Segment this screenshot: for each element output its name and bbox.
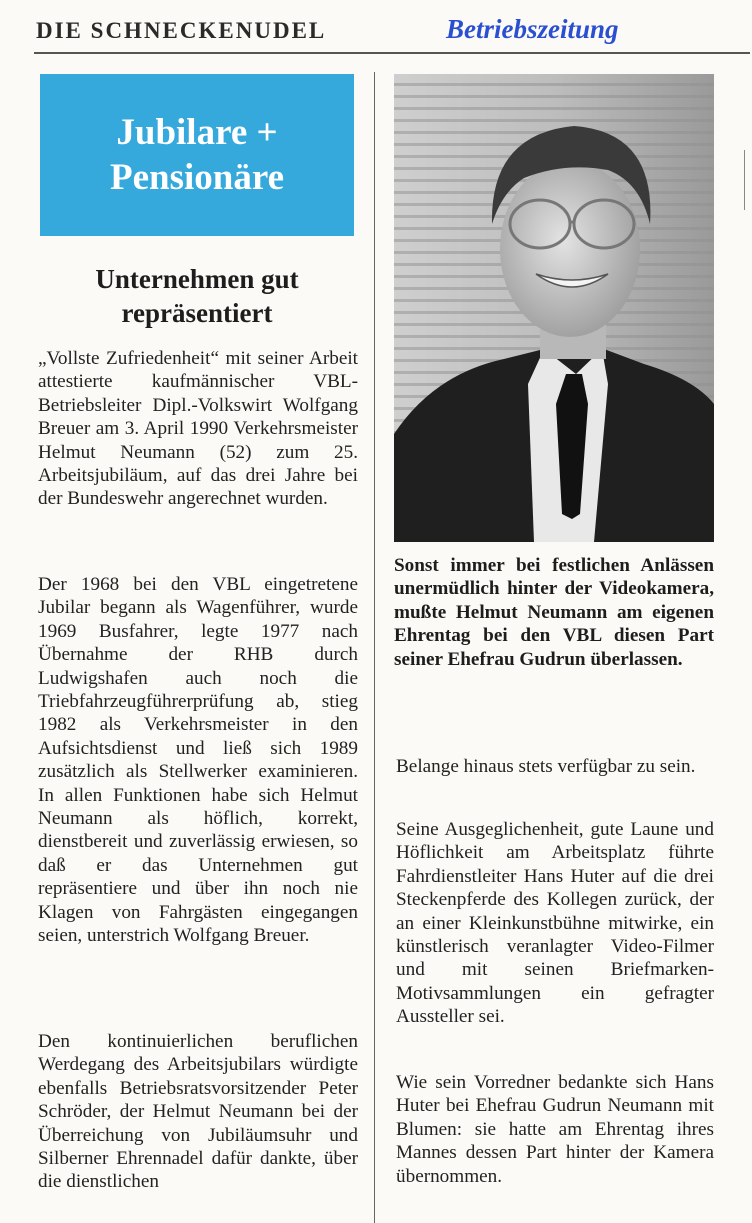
publication-tag: Betriebszeitung xyxy=(446,14,619,44)
header-rule xyxy=(34,52,750,54)
article-paragraph-6: Wie sein Vorredner bedankte sich Hans Huter bei Ehefrau Gudrun Neumann mit Blumen: sie hatte am Ehrentag ihres Mannes dessen Part hinter der Kamera übernommen. xyxy=(396,1072,714,1187)
article-paragraph-3: Den kontinuierlichen beruflichen Werdegang des Arbeitsjubilars würdigte ebenfalls Betriebsratsvorsitzender Peter Schröder, der Helmut Neumann bei der Überreichung von Jubiläumsuhr und Silberner Ehrennadel dafür dankte, über die dienstlichen xyxy=(38,1031,358,1193)
edge-divider xyxy=(744,150,745,210)
article-paragraph-1: „Vollste Zufriedenheit“ mit seiner Arbeit attestierte kaufmännischer VBL-Betriebsleiter Dipl.-Volkswirt Wolfgang Breuer am 3. April 1990 Verkehrsmeister Helmut Neumann (52) zum 25. Arbeitsjubiläum, auf das drei Jahre bei der Bundeswehr angerechnet wurden. xyxy=(38,348,358,510)
article-paragraph-4: Belange hinaus stets verfügbar zu sein. xyxy=(396,756,696,777)
section-heading-box xyxy=(40,74,354,236)
portrait-illustration xyxy=(394,74,714,542)
article-paragraph-2: Der 1968 bei den VBL eingetretene Jubilar begann als Wagenführer, wurde 1969 Busfahrer, legte 1977 nach Übernahme der RHB durch Ludwigshafen auch noch die Triebfahrzeugführerprüfung ab, stieg 1982 als Verkehrsmeister in den Aufsichtsdienst und ließ sich 1989 zusätzlich als Stellwerker examinieren. In allen Funktionen habe sich Helmut Neumann als höflich, korrekt, dienstbereit und zuverlässig erwiesen, so daß er das Unternehmen gut repräsentiere und über ihn noch nie Klagen von Fahrgästen eingegangen seien, unterstrich Wolfgang Breuer. xyxy=(38,574,358,947)
article-headline: Unternehmen gut repräsentiert xyxy=(95,264,299,328)
section-heading-line-1: Jubilare + xyxy=(116,112,278,153)
photo-caption: Sonst immer bei festlichen Anlässen unermüdlich hinter der Videokamera, mußte Helmut Neumann am eigenen Ehrentag bei den VBL diesen Part seiner Ehefrau Gudrun überlassen. xyxy=(394,555,714,670)
section-heading-line-2: Pensionäre xyxy=(109,157,285,198)
portrait-photo xyxy=(394,74,714,542)
column-divider xyxy=(374,72,375,1223)
section-heading xyxy=(110,110,284,200)
article-paragraph-5: Seine Ausgeglichenheit, gute Laune und Höflichkeit am Arbeitsplatz führte Fahrdienstleiter Hans Huter auf die drei Steckenpferde des Kollegen zurück, der an einer Kleinkunstbühne mitwirke, ein künstlerisch veranlagter Video-Filmer und mit seinen Briefmarken-Motivsammlungen ein gefragter Aussteller sei. xyxy=(396,819,714,1028)
newspaper-title: DIE SCHNECKENUDEL xyxy=(36,18,327,43)
